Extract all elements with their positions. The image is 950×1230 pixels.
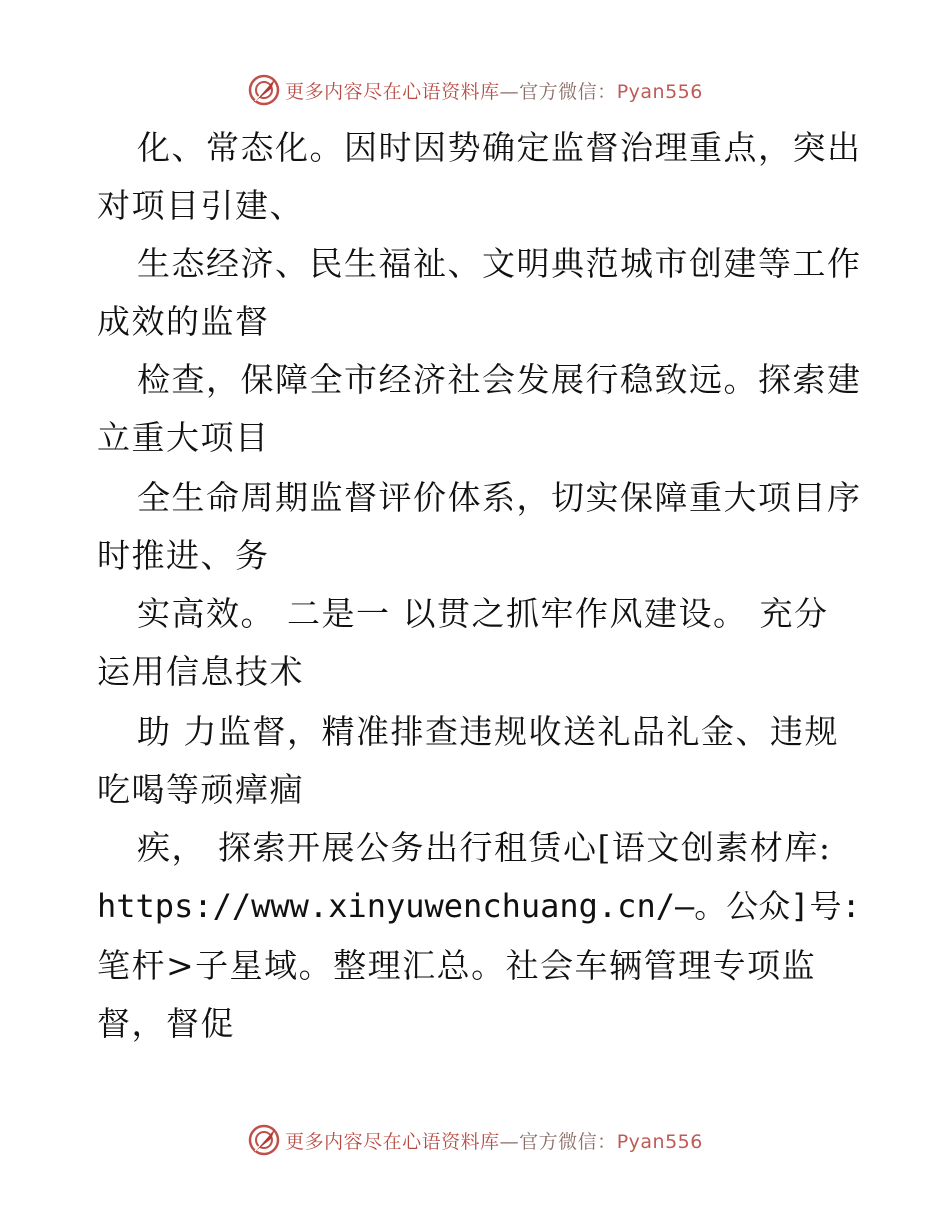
body-line: 对项目引建、 [97,186,304,225]
body-line: 疾， 探索开展公务出行租赁心[语文创素材库: [137,828,832,867]
body-line: 笔杆>子星域。整理汇总。社会车辆管理专项监 [97,946,817,985]
banner-wechat-id: Pyan556 [616,1130,703,1153]
feather-logo-icon [247,1123,281,1157]
banner-site-text: 更多内容尽在心语资料库 [285,1130,500,1153]
body-line: 立重大项目 [97,418,270,457]
banner-wechat-label: 官方微信： [519,1130,617,1153]
feather-logo-icon [247,73,281,107]
banner-wechat-label: 官方微信： [519,80,617,103]
banner-dash: — [499,80,520,103]
body-line: 督，督促 [97,1004,235,1043]
body-line: 助 力监督，精准排查违规收送礼品礼金、违规 [137,712,839,751]
banner-site-text: 更多内容尽在心语资料库 [285,80,500,103]
body-line: 化、常态化。因时因势确定监督治理重点，突出 [137,128,862,167]
banner-dash: — [499,1130,520,1153]
body-line: 成效的监督 [97,302,270,341]
body-line: 时推进、务 [97,536,270,575]
banner-wechat-id: Pyan556 [616,80,703,103]
body-line: 生态经济、民生福祉、文明典范城市创建等工作 [137,244,862,283]
body-line: 运用信息技术 [97,652,304,691]
body-line: 检查，保障全市经济社会发展行稳致远。探索建 [137,360,862,399]
footer-banner [0,1118,950,1162]
body-line-url: https://www.xinyuwenchuang.cn/—。公众]号: [97,887,861,925]
body-line: 吃喝等顽瘴痼 [97,770,304,809]
body-line: 全生命周期监督评价体系，切实保障重大项目序 [137,478,862,517]
header-banner [0,68,950,112]
body-line: 实高效。 二是一 以贯之抓牢作风建设。 充分 [137,594,829,633]
